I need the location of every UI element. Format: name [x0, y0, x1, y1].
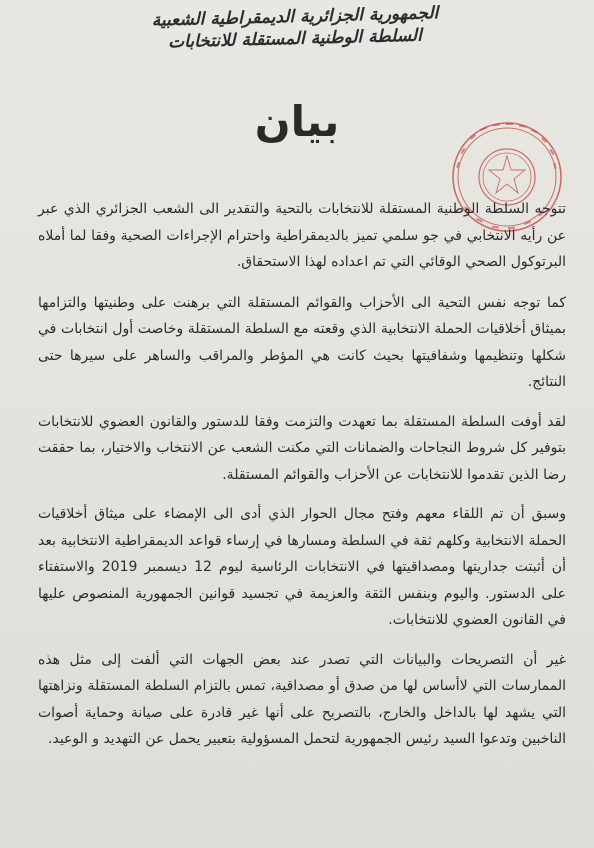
- document-title: بيان: [254, 97, 340, 146]
- statement-body: [38, 196, 566, 767]
- letterhead-republic-name: الجمهورية الجزائرية الديمقراطية الشعبية: [151, 3, 439, 31]
- paragraph-1: تتوجه السلطة الوطنية المستقلة للانتخابات بالتحية والتقدير الى الشعب الجزائري الذي عبر عن رأيه الانتخابي في جو سلمي تميز بالديمقراطية واحترام الإجراءات الصحية وفقا لما أملاه البرتوكول الصحي الوقائي التي تم اعداده لهذا الاستحقاق.: [38, 201, 566, 270]
- paragraph-2: كما توجه نفس التحية الى الأحزاب والقوائم المستقلة التي برهنت على وطنيتها والتزامها بميثاق أخلاقيات الحملة الانتخابية الذي وقعته مع السلطة المستقلة وخاصت أول انتخابات في شكلها وتنظيمها وشفافيتها بحيث كانت هي المؤطر والمراقب والساهر على سيرها حتى النتائج.: [38, 294, 566, 390]
- paragraph-5: غير أن التصريحات والبيانات التي تصدر عند بعض الجهات التي ألفت إلى مثل هذه الممارسات التي لاأساس لها من صدق أو مصداقية، تمس بالتزام السلطة المستقلة ونزاهتها التي يشهد لها بالداخل والخارج، بالتصريح على أنها غير قادرة على صيانة وحماية أصوات الناخبين وتدعوا السيد رئيس الجمهورية لتحمل المسؤولية بتعبير يحمل عن التهديد و الوعيد.: [38, 651, 566, 747]
- letterhead-authority-name: السلطة الوطنية المستقلة للانتخابات: [167, 25, 423, 53]
- paragraph-3: لقد أوفت السلطة المستقلة بما تعهدت والتزمت وفقا للدستور والقانون العضوي للانتخابات بتوفير كل شروط النجاحات والضمانات التي مكنت الشعب عن الانتخاب والاختيار، بما حققت رضا الذين تقدموا للانتخابات عن الأحزاب والقوائم المستقلة.: [38, 413, 566, 483]
- paragraph-4: وسبق أن تم اللقاء معهم وفتح مجال الحوار الذي أدى الى الإمضاء على ميثاق أخلاقيات الحملة الانتخابية وكلهم ثقة في السلطة ومسارها في إرساء قواعد الديمقراطية الانتخابية بعد أن أثبتت جداريتها ومصداقيتها في الانتخابات الرئاسية ليوم 12 ديسمبر 2019 والاستفتاء على الدستور. واليوم وبنفس الثقة والعزيمة في تجسيد قوانين الجمهورية المنصوص عليها في القانون العضوي للانتخابات.: [38, 506, 566, 628]
- letterhead: [130, 3, 460, 53]
